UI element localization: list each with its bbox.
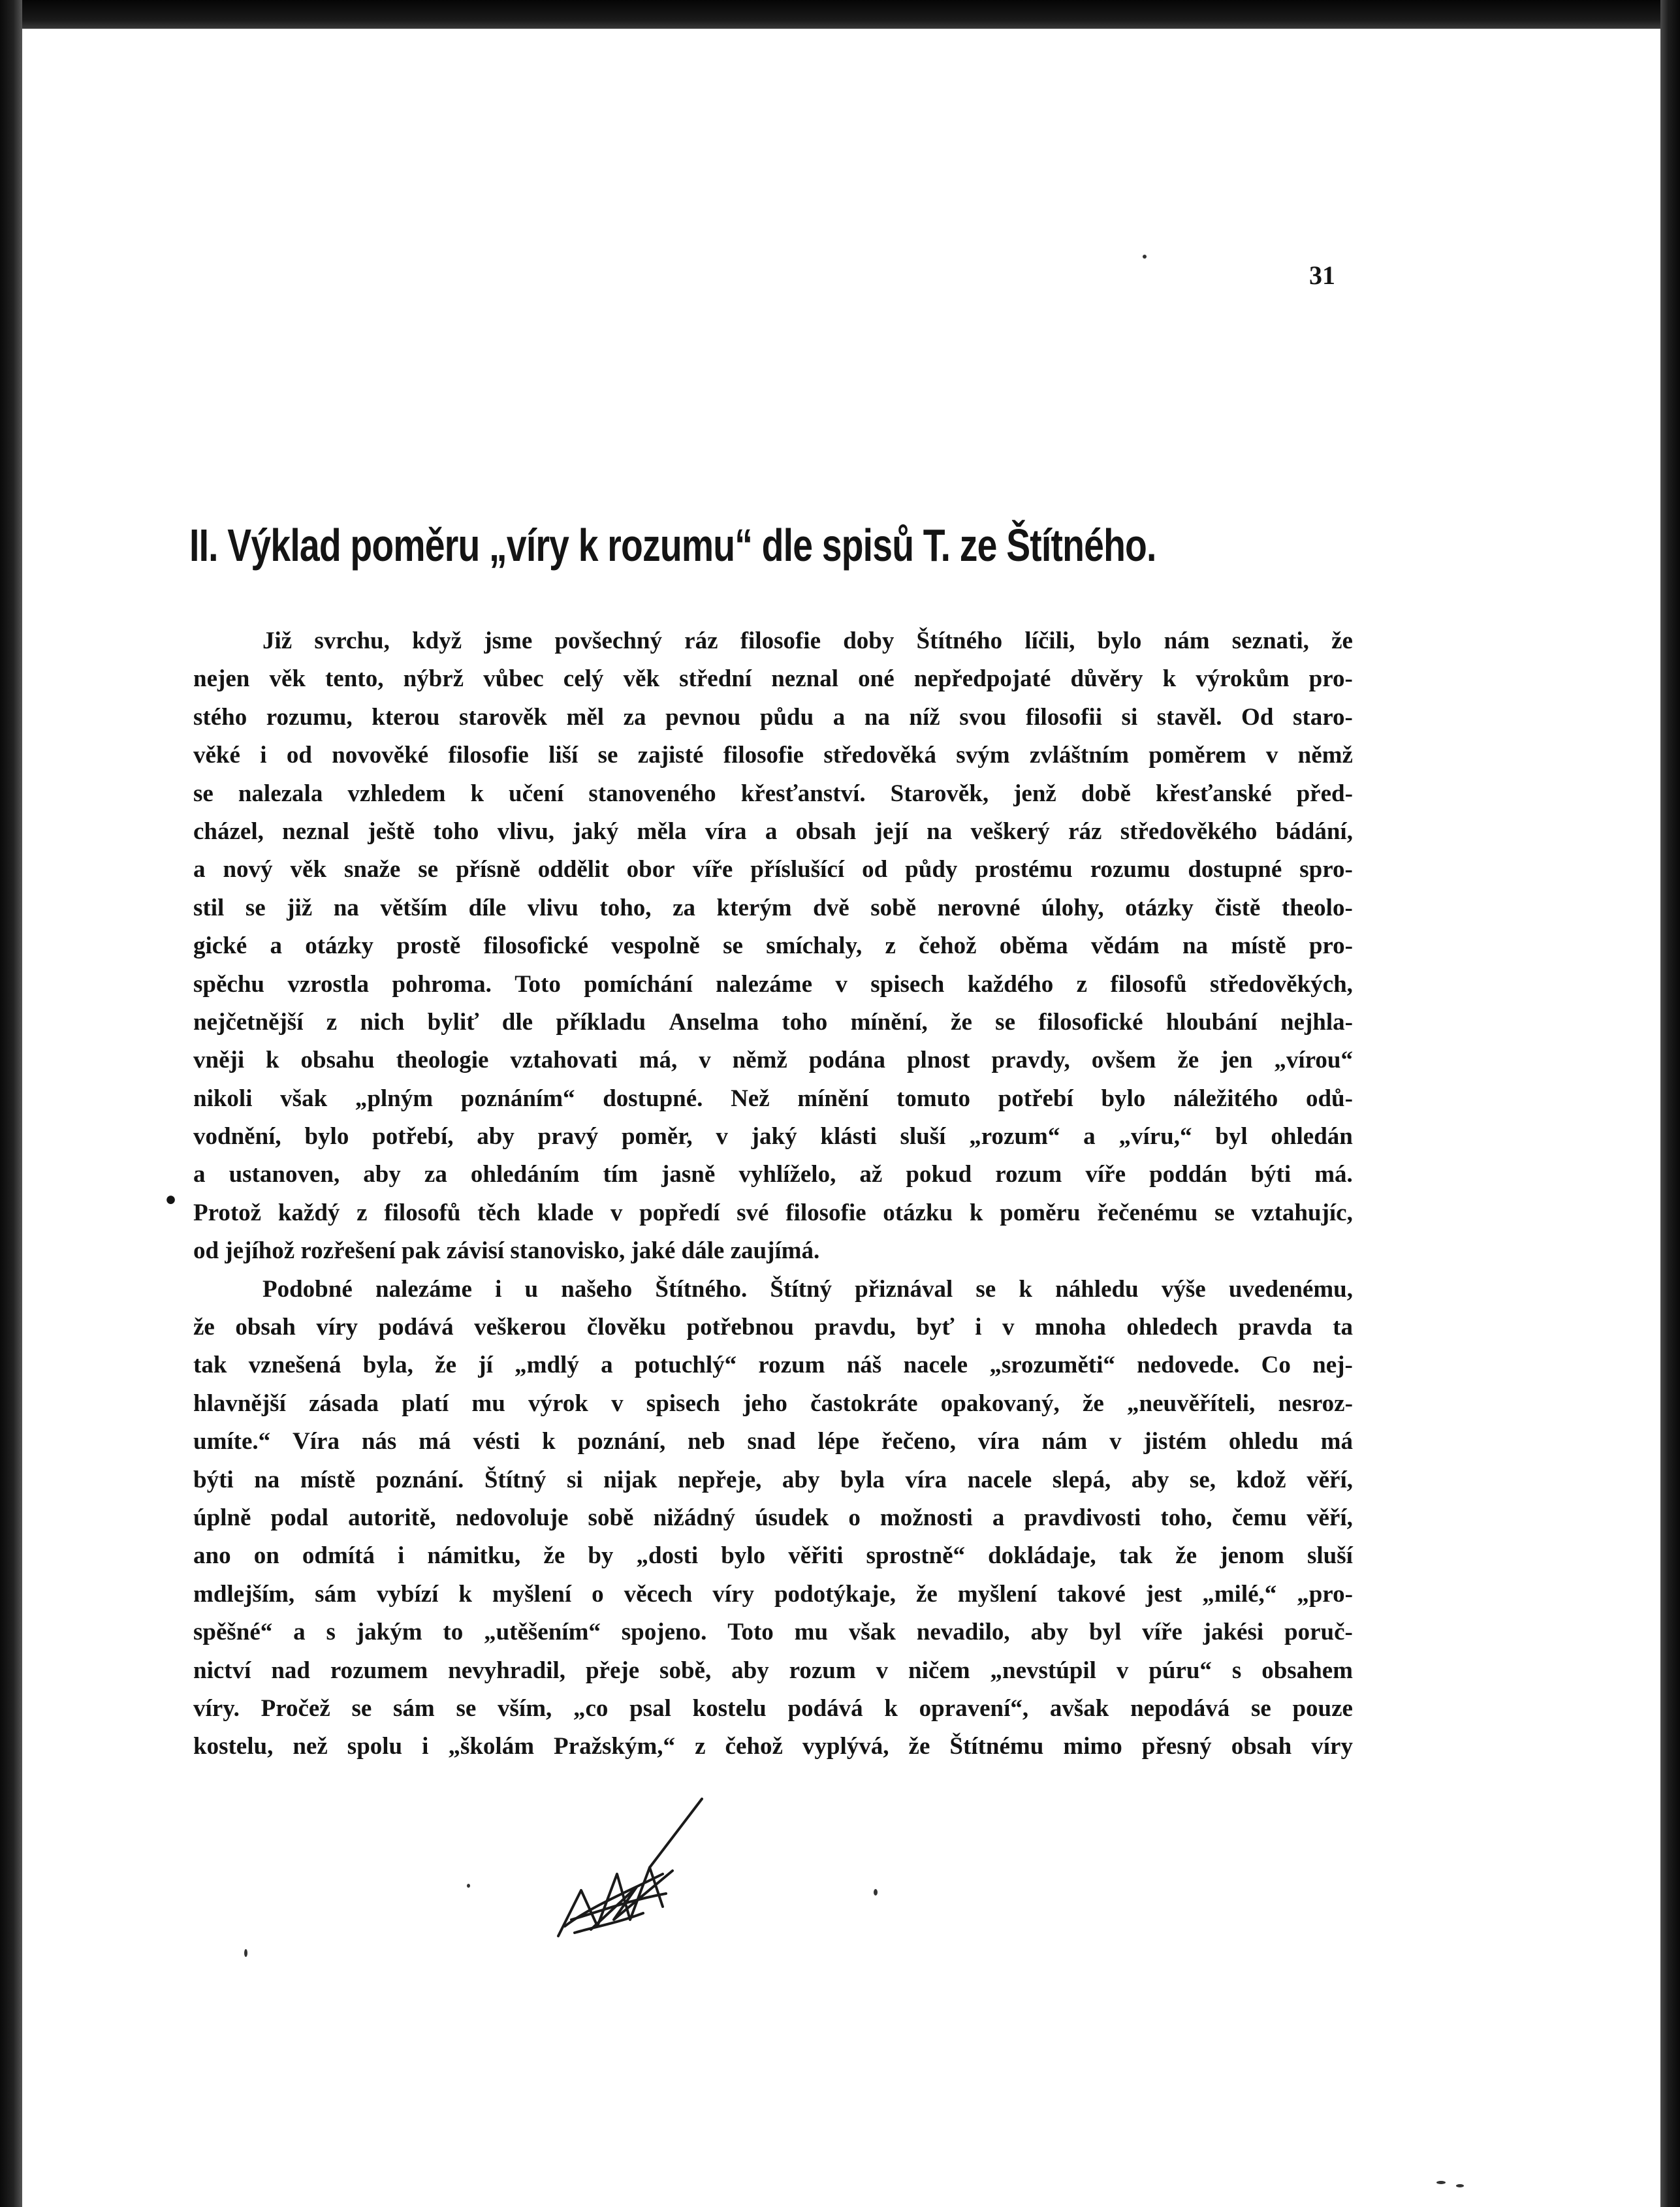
text-line: kostelu, než spolu i „školám Pražským,“ z čehož vyplývá, že Štítnému mimo přesný obsah víry <box>193 1733 1353 1760</box>
text-line: umíte.“ Víra nás má vésti k poznání, neb snad lépe řečeno, víra nám v jistém ohledu má <box>193 1428 1353 1455</box>
text-line: od jejíhož rozřešení pak závisí stanovisko, jaké dále zaujímá. <box>193 1237 820 1265</box>
text-line: gické a otázky prostě filosofické vespolně se smíchaly, z čehož oběma vědám na místě pro- <box>193 932 1353 960</box>
text-line: spěšné“ a s jakým to „utěšením“ spojeno. Toto mu však nevadilo, aby byl víře jakési poruč- <box>193 1619 1353 1646</box>
handwritten-signature <box>552 1796 715 1946</box>
text-line: Protož každý z filosofů těch klade v popředí své filosofie otázku k poměru řečenému se vztahujíc, <box>193 1199 1353 1226</box>
text-line: víry. Pročež se sám se vším, „co psal kostelu podává k opravení“, avšak nepodává se pouze <box>193 1694 1353 1722</box>
text-line: a ustanoven, aby za ohledáním tím jasně vyhlíželo, až pokud rozum víře poddán býti má. <box>193 1161 1353 1188</box>
text-line: cházel, neznal ještě toho vlivu, jaký měla víra a obsah její na veškerý ráz středověkého bádání, <box>193 818 1353 845</box>
text-line: úplně podal autoritě, nedovoluje sobě nižádný úsudek o možnosti a pravdivosti toho, čemu věří, <box>193 1504 1353 1531</box>
text-line: hlavnější zásada platí mu výrok v spisech jeho častokráte opakovaný, že „neuvěříteli, nesroz- <box>193 1389 1353 1417</box>
scan-speck <box>467 1884 470 1888</box>
text-line: vodnění, bylo potřebí, aby pravý poměr, v jaký klásti sluší „rozum“ a „víru,“ byl ohledán <box>193 1123 1353 1151</box>
text-line: věké i od novověké filosofie liší se zajisté filosofie středověká svým zvláštním poměrem v němž <box>193 742 1353 769</box>
scan-edge-top <box>0 0 1680 29</box>
text-line: stil se již na větším díle vlivu toho, za kterým dvě sobě nerovné úlohy, otázky čistě theolo- <box>193 894 1353 921</box>
text-line: nejčetnější z nich byliť dle příkladu Anselma toho mínění, že se filosofické hloubání nejhla- <box>193 1008 1353 1036</box>
text-line: se nalezala vzhledem k učení stanoveného křesťanství. Starověk, jenž době křesťanské před- <box>193 780 1353 807</box>
margin-mark: • <box>163 1187 179 1215</box>
text-line: Již svrchu, když jsme povšechný ráz filosofie doby Štítného líčili, bylo nám seznati, že <box>262 627 1353 654</box>
text-line: vněji k obsahu theologie vztahovati má, v němž podána plnost pravdy, ovšem že jen „vírou“ <box>193 1047 1353 1074</box>
text-line: nikoli však „plným poznáním“ dostupné. Než mínění tomuto potřebí bylo náležitého odů- <box>193 1085 1353 1112</box>
text-line: spěchu vzrostla pohroma. Toto pomíchání nalezáme v spisech každého z filosofů středověkých, <box>193 970 1353 998</box>
text-line: a nový věk snaže se přísně oddělit obor víře příslušící od půdy prostému rozumu dostupné spro- <box>193 856 1353 883</box>
scan-edge-right <box>1660 0 1680 2207</box>
scan-speck <box>874 1889 878 1896</box>
text-line: býti na místě poznání. Štítný si nijak nepřeje, aby byla víra nacele slepá, aby se, kdož věří, <box>193 1466 1353 1493</box>
text-line: nictví nad rozumem nevyhradil, přeje sobě, aby rozum v ničem „nevstúpil v púru“ s obsahem <box>193 1657 1353 1684</box>
scan-edge-left <box>0 0 22 2207</box>
text-line: že obsah víry podává veškerou člověku potřebnou pravdu, byť i v mnoha ohledech pravda ta <box>193 1314 1353 1341</box>
text-line: ano on odmítá i námitku, že by „dosti bylo věřiti sprostně“ dokládaje, tak že jenom sluší <box>193 1542 1353 1570</box>
text-line: mdlejším, sám vybízí k myšlení o věcech víry podotýkaje, že myšlení takové jest „milé,“ „pro- <box>193 1580 1353 1608</box>
scan-speck <box>1456 2184 1464 2187</box>
scan-speck <box>244 1949 247 1957</box>
chapter-heading: II. Výklad poměru „víry k rozumu“ dle spisů T. ze Štítného. <box>189 520 1156 571</box>
text-line: nejen věk tento, nýbrž vůbec celý věk střední neznal oné nepředpojaté důvěry k výrokům pro- <box>193 665 1353 693</box>
text-line: Podobné nalezáme i u našeho Štítného. Štítný přiznával se k náhledu výše uvedenému, <box>262 1275 1353 1303</box>
body-text <box>193 622 1353 1766</box>
page-number: 31 <box>1309 261 1335 290</box>
text-line: tak vznešená byla, že jí „mdlý a potuchlý“ rozum náš nacele „srozuměti“ nedovede. Co nej- <box>193 1352 1353 1379</box>
scan-speck <box>1436 2181 1446 2184</box>
text-line: stého rozumu, kterou starověk měl za pevnou půdu a na níž svou filosofii si stavěl. Od staro- <box>193 703 1353 731</box>
scan-speck <box>1143 255 1147 259</box>
